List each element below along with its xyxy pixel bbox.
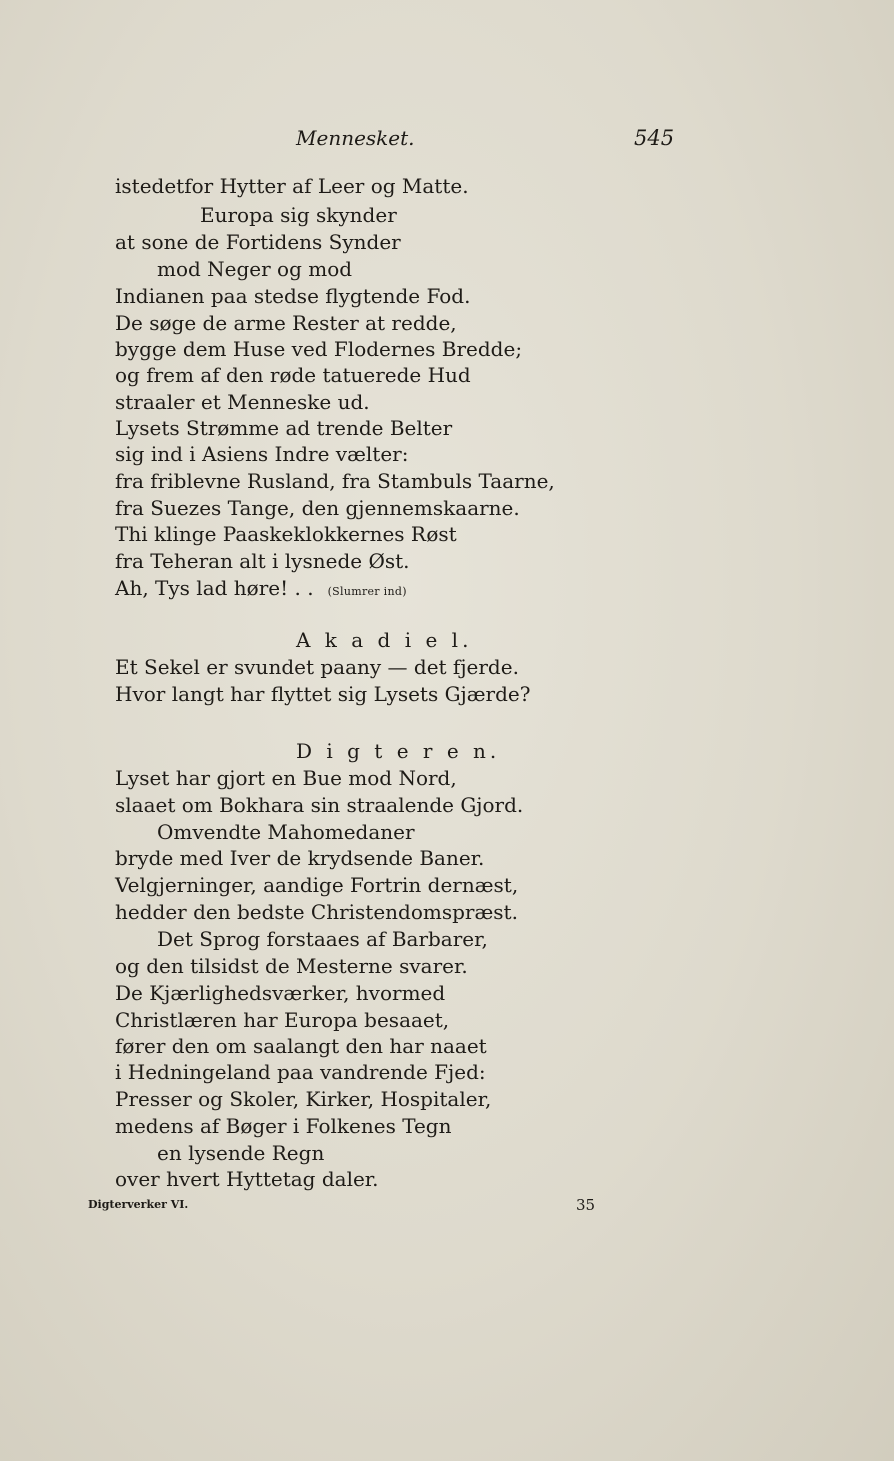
verse-line: De Kjærlighedsværker, hvormed <box>115 981 446 1005</box>
verse-line: straaler et Menneske ud. <box>115 390 370 414</box>
verse-line: Omvendte Mahomedaner <box>157 820 415 844</box>
page-header <box>0 126 894 156</box>
verse-line: Lyset har gjort en Bue mod Nord, <box>115 766 457 790</box>
verse-line: Europa sig skynder <box>200 203 397 227</box>
verse-line: at sone de Fortidens Synder <box>115 230 401 254</box>
printer-signature: Digterverker VI. <box>88 1198 189 1211</box>
speaker-name-akadiel: A k a d i e l. <box>296 628 473 652</box>
verse-line: fra Suezes Tange, den gjennemskaarne. <box>115 496 520 520</box>
verse-line: mod Neger og mod <box>157 257 353 281</box>
verse-line: istedetfor Hytter af Leer og Matte. <box>115 174 469 198</box>
verse-line: Velgjerninger, aandige Fortrin dernæst, <box>115 873 519 897</box>
verse-line: og den tilsidst de Mesterne svarer. <box>115 954 468 978</box>
verse-text: Ah, Tys lad høre! . . <box>115 576 314 600</box>
verse-line: Christlæren har Europa besaaet, <box>115 1008 450 1032</box>
verse-line: Lysets Strømme ad trende Belter <box>115 416 453 440</box>
verse-line: slaaet om Bokhara sin straalende Gjord. <box>115 793 524 817</box>
verse-line: fra Teheran alt i lysnede Øst. <box>115 549 410 573</box>
verse-line: De søge de arme Rester at redde, <box>115 311 457 335</box>
verse-line: Det Sprog forstaaes af Barbarer, <box>157 927 488 951</box>
verse-line: bygge dem Huse ved Flodernes Bredde; <box>115 337 523 361</box>
verse-line: bryde med Iver de krydsende Baner. <box>115 846 485 870</box>
verse-line: i Hedningeland paa vandrende Fjed: <box>115 1060 486 1084</box>
verse-line: Presser og Skoler, Kirker, Hospitaler, <box>115 1087 492 1111</box>
running-title: Mennesket. <box>296 126 415 150</box>
verse-line: hedder den bedste Christendomspræst. <box>115 900 518 924</box>
verse-line: sig ind i Asiens Indre vælter: <box>115 442 409 466</box>
verse-line: fører den om saalangt den har naaet <box>115 1034 487 1058</box>
verse-line: og frem af den røde tatuerede Hud <box>115 363 471 387</box>
verse-line: Et Sekel er svundet paany — det fjerde. <box>115 655 519 679</box>
verse-line: Thi klinge Paaskeklokkernes Røst <box>115 522 457 546</box>
signature-number: 35 <box>576 1196 596 1214</box>
verse-line-with-stage-direction <box>115 575 407 605</box>
stage-direction: (Slumrer ind) <box>327 585 407 598</box>
verse-line: fra friblevne Rusland, fra Stambuls Taarne, <box>115 469 555 493</box>
verse-line: Hvor langt har flyttet sig Lysets Gjærde? <box>115 682 531 706</box>
page-number: 545 <box>634 126 675 150</box>
verse-line: medens af Bøger i Folkenes Tegn <box>115 1114 452 1138</box>
verse-line: over hvert Hyttetag daler. <box>115 1167 379 1191</box>
speaker-name-digteren: D i g t e r e n. <box>296 739 501 763</box>
verse-line: en lysende Regn <box>157 1141 325 1165</box>
verse-line: Indianen paa stedse flygtende Fod. <box>115 284 471 308</box>
